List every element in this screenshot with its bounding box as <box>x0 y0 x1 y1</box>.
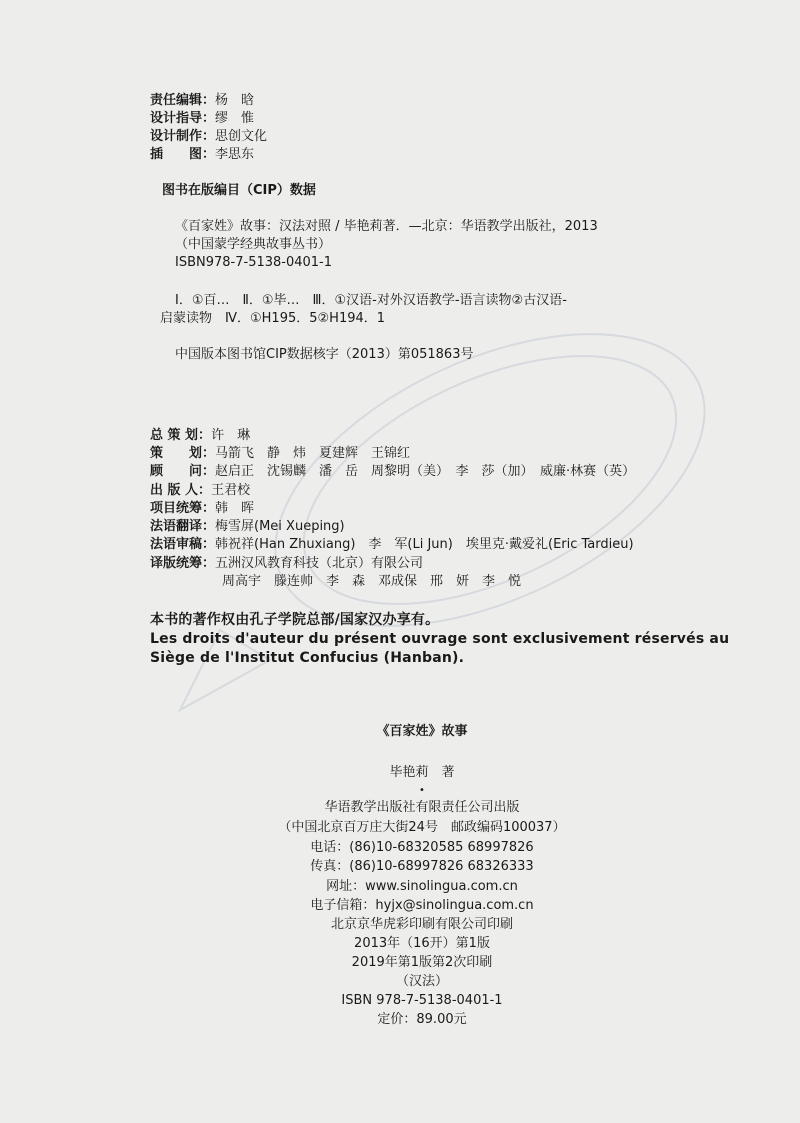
credit-label: 策 划： <box>150 446 216 461</box>
credit-value: 梅雪屏(Mei Xueping) <box>215 519 345 534</box>
imprint-separator-dot: • <box>419 785 425 796</box>
imprint-isbn: ISBN 978-7-5138-0401-1 <box>341 993 503 1008</box>
credit-editor <box>150 92 254 110</box>
credit-label: 设计制作： <box>150 129 216 144</box>
credit-value: 缪 惟 <box>215 111 255 126</box>
credit-value: 五洲汉风教育科技（北京）有限公司 <box>215 556 424 571</box>
credit-label: 设计指导： <box>150 111 216 126</box>
credit-value: 赵启正 沈锡麟 潘 岳 周黎明（美） 李 莎（加） 威廉·林赛（英） <box>215 464 636 479</box>
credit-label: 总 策 划： <box>150 428 212 443</box>
imprint-language: （汉法） <box>395 974 448 989</box>
credit-french-translator <box>150 518 345 536</box>
imprint-price: 定价：89.00元 <box>377 1012 467 1027</box>
cip-line: 启蒙读物 Ⅳ．①H195．5②H194．1 <box>160 311 386 326</box>
cip-line: 《百家姓》故事：汉法对照 / 毕艳莉著．—北京：华语教学出版社，2013 <box>175 219 598 234</box>
credit-publisher <box>150 482 250 500</box>
imprint-website: 网址：www.sinolingua.com.cn <box>326 879 518 894</box>
imprint-printer: 北京京华虎彩印刷有限公司印刷 <box>330 917 513 932</box>
imprint-phone: 电话：(86)10-68320585 68997826 <box>310 840 534 855</box>
credit-french-reviewers <box>150 536 634 554</box>
credit-value: 王君校 <box>211 483 251 498</box>
credit-advisors <box>150 463 635 481</box>
copyright-fr-line1: Les droits d'auteur du présent ouvrage sont exclusivement réservés au <box>150 631 730 647</box>
credit-value: 李思东 <box>215 147 255 162</box>
imprint-author: 毕艳莉 著 <box>389 765 455 780</box>
credit-chief-planner <box>150 427 250 445</box>
copyright-zh: 本书的著作权由孔子学院总部/国家汉办享有。 <box>150 612 440 628</box>
credit-planners <box>150 445 410 463</box>
credit-label: 责任编辑： <box>150 93 216 108</box>
credit-label: 出 版 人： <box>150 483 212 498</box>
credit-value: 许 琳 <box>211 428 251 443</box>
credit-design-director <box>150 110 254 128</box>
imprint-publisher: 华语教学出版社有限责任公司出版 <box>324 800 520 815</box>
credit-label: 译版统筹： <box>150 556 216 571</box>
cip-heading: 图书在版编目（CIP）数据 <box>162 183 316 198</box>
credit-translation-coordinator <box>150 555 423 573</box>
imprint-title: 《百家姓》故事 <box>376 724 468 739</box>
cip-line: Ⅰ．①百… Ⅱ．①毕… Ⅲ．①汉语-对外汉语教学-语言读物②古汉语- <box>175 293 567 308</box>
credit-design-production <box>150 128 267 146</box>
credit-label: 项目统筹： <box>150 501 216 516</box>
credit-illustration <box>150 146 254 164</box>
credit-project-coordinator <box>150 500 254 518</box>
credit-label: 法语翻译： <box>150 519 216 534</box>
imprint-edition: 2013年（16开）第1版 <box>354 936 490 951</box>
credit-value: 马箭飞 静 炜 夏建辉 王锦红 <box>215 446 411 461</box>
cip-line: 中国版本图书馆CIP数据核字（2013）第051863号 <box>175 347 474 362</box>
copyright-fr-line2: Siège de l'Institut Confucius (Hanban). <box>150 650 465 666</box>
credit-label: 插 图： <box>150 147 216 162</box>
credit-value: 韩祝祥(Han Zhuxiang) 李 军(Li Jun) 埃里克·戴爱礼(Eric Tardieu) <box>215 537 634 552</box>
credit-coordinator-staff <box>222 573 521 591</box>
credit-value: 韩 晖 <box>215 501 255 516</box>
imprint-printing: 2019年第1版第2次印刷 <box>351 955 493 970</box>
cip-line: （中国蒙学经典故事丛书） <box>175 237 332 252</box>
credit-label: 法语审稿： <box>150 537 216 552</box>
imprint-fax: 传真：(86)10-68997826 68326333 <box>310 859 534 874</box>
credit-value: 周高宇 滕连帅 李 森 邓成保 邢 妍 李 悦 <box>222 574 522 589</box>
imprint-email: 电子信箱：hyjx@sinolingua.com.cn <box>310 898 534 913</box>
credit-label: 顾 问： <box>150 464 216 479</box>
credit-value: 思创文化 <box>215 129 268 144</box>
credit-value: 杨 晗 <box>215 93 255 108</box>
cip-line: ISBN978-7-5138-0401-1 <box>175 255 333 270</box>
imprint-address: （中国北京百万庄大街24号 邮政编码100037） <box>278 820 566 835</box>
